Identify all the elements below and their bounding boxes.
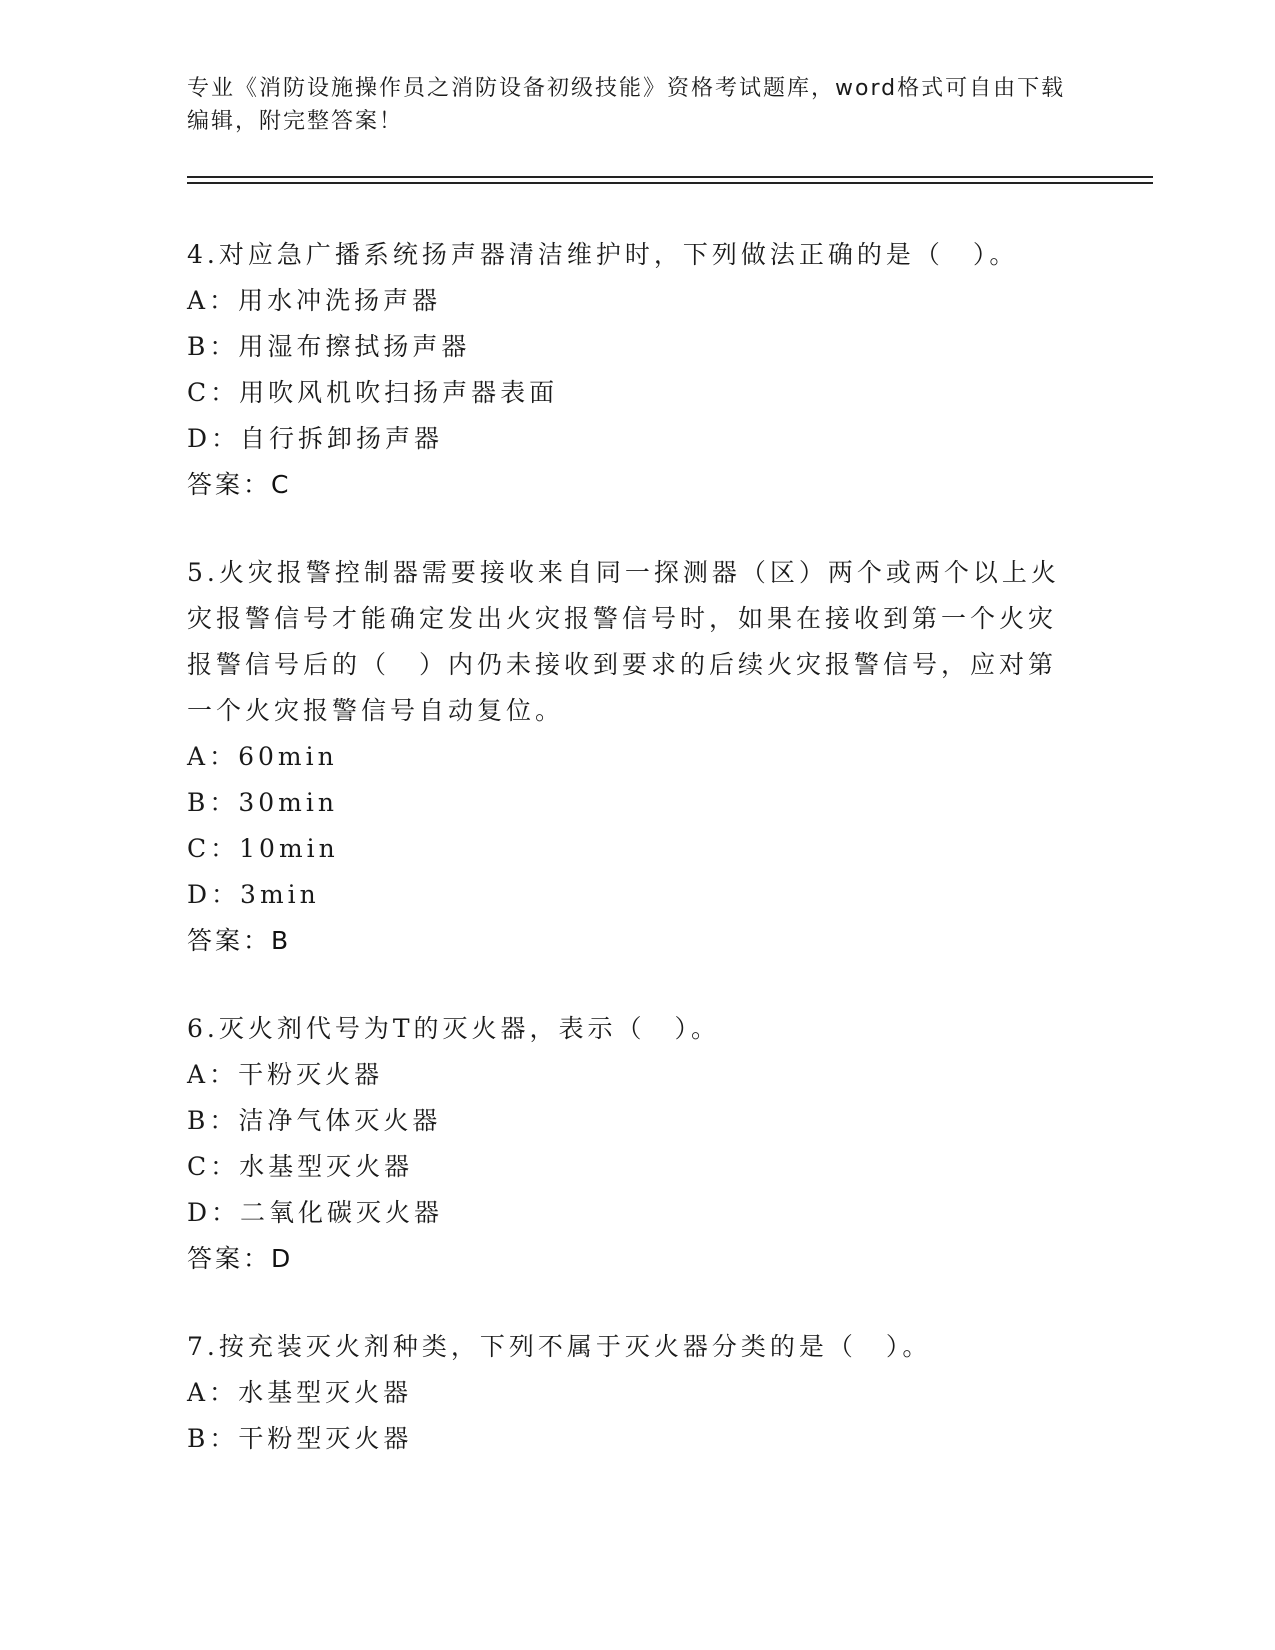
answer-line: 答案：C bbox=[187, 470, 292, 499]
option-key: B： bbox=[187, 1106, 239, 1135]
option-key: D： bbox=[187, 424, 241, 453]
option-text: 干粉型灭火器 bbox=[238, 1424, 413, 1453]
question-list bbox=[187, 232, 1067, 1504]
option-text: 10min bbox=[239, 834, 339, 863]
option-key: A： bbox=[187, 1378, 239, 1407]
option-a bbox=[187, 1370, 1067, 1416]
option-text: 二氧化碳灭火器 bbox=[240, 1198, 444, 1227]
option-key: B： bbox=[187, 1424, 239, 1453]
option-text: 水基型灭火器 bbox=[239, 1152, 414, 1181]
question-text: 6.灭火剂代号为T的灭火器，表示（ ）。 bbox=[187, 1014, 721, 1043]
option-text: 30min bbox=[238, 788, 338, 817]
header-divider-bottom bbox=[187, 182, 1153, 184]
option-b bbox=[187, 1416, 1067, 1462]
option-a bbox=[187, 734, 1067, 780]
option-c bbox=[187, 1144, 1067, 1190]
option-key: D： bbox=[187, 1198, 241, 1227]
answer-line: 答案：D bbox=[187, 1244, 294, 1273]
question-text: 7.按充装灭火剂种类，下列不属于灭火器分类的是（ ）。 bbox=[187, 1332, 932, 1361]
option-c bbox=[187, 826, 1067, 872]
option-text: 用吹风机吹扫扬声器表面 bbox=[239, 378, 559, 407]
option-text: 水基型灭火器 bbox=[238, 1378, 413, 1407]
option-d bbox=[187, 416, 1067, 462]
option-key: A： bbox=[187, 742, 239, 771]
option-key: B： bbox=[187, 332, 239, 361]
option-text: 3min bbox=[240, 880, 320, 909]
option-key: A： bbox=[187, 1060, 239, 1089]
option-text: 用湿布擦拭扬声器 bbox=[238, 332, 471, 361]
option-key: D： bbox=[187, 880, 241, 909]
option-d bbox=[187, 872, 1067, 918]
header-divider-top bbox=[187, 176, 1153, 178]
option-key: C： bbox=[187, 1152, 240, 1181]
option-b bbox=[187, 1098, 1067, 1144]
option-a bbox=[187, 278, 1067, 324]
option-key: A： bbox=[187, 286, 239, 315]
option-a bbox=[187, 1052, 1067, 1098]
option-text: 用水冲洗扬声器 bbox=[238, 286, 442, 315]
document-header: 专业《消防设施操作员之消防设备初级技能》资格考试题库，word格式可自由下载编辑，附完整答案！ bbox=[187, 76, 1066, 134]
option-b bbox=[187, 324, 1067, 370]
option-text: 干粉灭火器 bbox=[238, 1060, 384, 1089]
option-text: 60min bbox=[238, 742, 338, 771]
question-text: 5.火灾报警控制器需要接收来自同一探测器（区）两个或两个以上火灾报警信号才能确定发出火灾报警信号时，如果在接收到第一个火灾报警信号后的（ ）内仍未接收到要求的后续火灾报警信号，应对第一个火灾报警信号自动复位。 bbox=[187, 558, 1060, 725]
option-text: 自行拆卸扬声器 bbox=[240, 424, 444, 453]
option-key: B： bbox=[187, 788, 239, 817]
question-text: 4.对应急广播系统扬声器清洁维护时，下列做法正确的是（ ）。 bbox=[187, 240, 1019, 269]
option-b bbox=[187, 780, 1067, 826]
question-item bbox=[187, 1324, 1067, 1462]
question-item bbox=[187, 550, 1067, 964]
option-text: 洁净气体灭火器 bbox=[238, 1106, 442, 1135]
option-key: C： bbox=[187, 378, 240, 407]
answer-line: 答案：B bbox=[187, 926, 292, 955]
option-key: C： bbox=[187, 834, 240, 863]
question-item bbox=[187, 232, 1067, 508]
option-d bbox=[187, 1190, 1067, 1236]
option-c bbox=[187, 370, 1067, 416]
question-item bbox=[187, 1006, 1067, 1282]
